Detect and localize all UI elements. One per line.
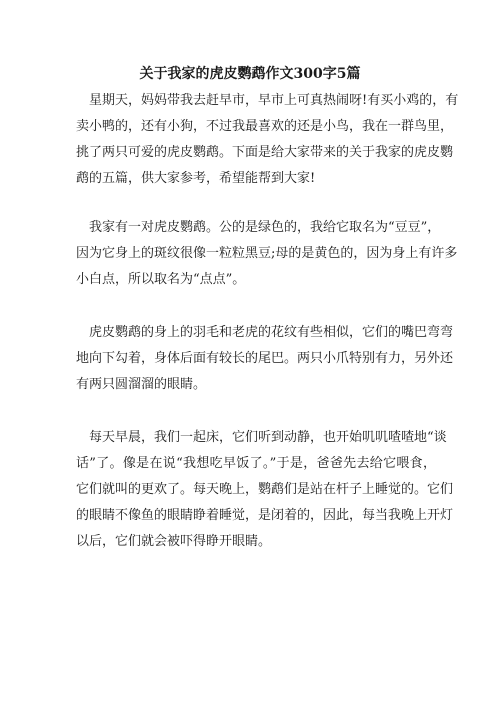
paragraph-daily-routine (76, 425, 454, 555)
paragraph-intro (76, 88, 459, 192)
document-title: 关于我家的虎皮鹦鹉作文300字5篇 (139, 66, 361, 82)
paragraph-line: 我家有一对虎皮鹦鹉。公的是绿色的，我给它取名为“豆豆”， (89, 220, 441, 235)
paragraph-names (76, 215, 458, 293)
paragraph-appearance (76, 320, 454, 398)
paragraph-line: 虎皮鹦鹉的身上的羽毛和老虎的花纹有些相似，它们的嘴巴弯弯 (89, 325, 454, 340)
paragraph-line: 每天早晨，我们一起床，它们听到动静，也开始叽叽喳喳地“谈 (89, 430, 447, 445)
paragraph-line: 以后，它们就会被吓得睁开眼睛。 (76, 534, 272, 549)
paragraph-line: 卖小鸭的，还有小狗，不过我最喜欢的还是小鸟，我在一群鸟里， (76, 119, 454, 134)
paragraph-line: 地向下勾着，身体后面有较长的尾巴。两只小爪特别有力，另外还 (76, 351, 454, 366)
paragraph-line: 话”了。像是在说“我想吃早饭了。”于是，爸爸先去给它喂食， (76, 456, 436, 471)
paragraph-line: 有两只圆溜溜的眼睛。 (76, 377, 207, 392)
paragraph-line: 挑了两只可爱的虎皮鹦鹉。下面是给大家带来的关于我家的虎皮鹦 (76, 145, 454, 160)
paragraph-line: 星期天，妈妈带我去赶早市，早市上可真热闹呀!有买小鸡的，有 (89, 93, 459, 108)
paragraph-line: 它们就叫的更欢了。每天晚上，鹦鹉们是站在杆子上睡觉的。它们 (76, 482, 454, 497)
paragraph-line: 的眼睛不像鱼的眼睛睁着睡觉，是闭着的，因此，每当我晚上开灯 (76, 508, 454, 523)
paragraph-line: 因为它身上的斑纹很像一粒粒黑豆;母的是黄色的，因为身上有许多 (76, 246, 458, 261)
paragraph-line: 小白点，所以取名为“点点”。 (76, 272, 246, 287)
paragraph-line: 鹉的五篇，供大家参考，希望能帮到大家! (76, 171, 316, 186)
